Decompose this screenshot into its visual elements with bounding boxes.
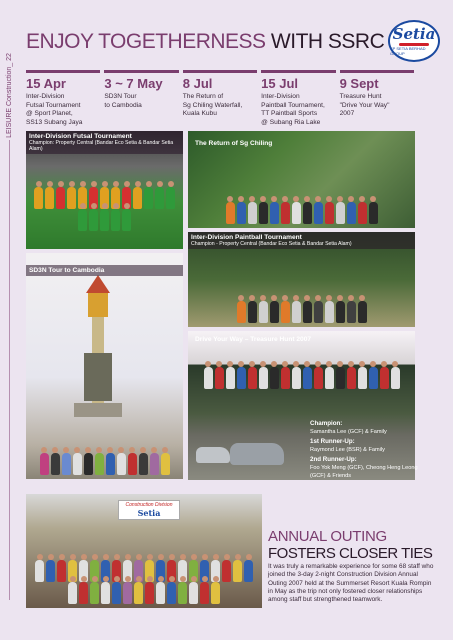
photo-person — [95, 453, 104, 475]
photo-person — [347, 202, 356, 224]
photo-person — [347, 301, 356, 323]
photo-person — [358, 367, 367, 389]
photo-person — [303, 202, 312, 224]
car-icon — [196, 447, 230, 463]
photo-person — [233, 560, 242, 582]
photo-person — [314, 367, 323, 389]
title-dark: WITH SSRC — [270, 30, 385, 53]
photo-person — [134, 582, 143, 604]
event-item: 15 Jul Inter-Division Paintball Tournament, TT Paintball Sports @ Subang Ria Lake — [261, 70, 339, 127]
event-item: 9 Sept Treasure Hunt "Drive Your Way" 2007 — [340, 70, 418, 127]
photo-person — [325, 301, 334, 323]
monument-crown — [88, 293, 108, 317]
side-section-label: LEISURE Construction_ 22 — [5, 52, 13, 138]
photo-caption: Inter-Division Paintball Tournament Champion - Property Central (Bandar Eco Setia & Bandar Setia Alam) — [188, 232, 415, 249]
paintball-photo — [188, 232, 415, 327]
photo-person — [178, 582, 187, 604]
photo-person — [325, 367, 334, 389]
outing-banner: Construction Division Setia — [118, 500, 180, 520]
photo-person — [128, 453, 137, 475]
photo-person — [67, 187, 76, 209]
side-divider — [9, 140, 10, 600]
photo-caption: Inter-Division Futsal Tournament Champion: Property Central (Bandar Eco Setia & Bandar Setia Alam) — [26, 131, 183, 154]
photo-person — [292, 301, 301, 323]
photo-person — [292, 367, 301, 389]
photo-person — [34, 187, 43, 209]
photo-person — [144, 187, 153, 209]
photo-person — [56, 187, 65, 209]
photo-person — [57, 560, 66, 582]
photo-person — [369, 367, 378, 389]
photo-person — [226, 202, 235, 224]
photo-person — [380, 367, 389, 389]
photo-person — [133, 187, 142, 209]
photo-person — [248, 367, 257, 389]
photo-person — [139, 453, 148, 475]
photo-person — [40, 453, 49, 475]
photo-person — [122, 209, 131, 231]
photo-person — [155, 187, 164, 209]
futsal-photo — [26, 131, 183, 249]
monument-icon — [26, 253, 183, 479]
photo-person — [45, 187, 54, 209]
event-item: 3 ~ 7 May SD3N Tour to Cambodia — [104, 70, 182, 127]
car-icon — [230, 443, 284, 465]
photo-person — [303, 367, 312, 389]
photo-person — [101, 582, 110, 604]
photo-person — [226, 367, 235, 389]
photo-person — [100, 209, 109, 231]
photo-person — [166, 187, 175, 209]
photo-person — [123, 582, 132, 604]
treasure-hunt-winners: Champion: Samantha Lee (GCF) & Family 1st Runner-Up: Raymond Lee (BSR) & Family 2nd Runner-Up: Foo Yok Meng (GCF), Cheong Heng Leong (GCF) & Friends — [310, 420, 418, 479]
photo-person — [78, 209, 87, 231]
event-item: 15 Apr Inter-Division Futsal Tournament @ Sport Planet, SS13 Subang Jaya — [26, 70, 104, 127]
photo-person — [111, 209, 120, 231]
photo-person — [150, 453, 159, 475]
annual-outing-photo — [26, 494, 262, 608]
photo-person — [68, 582, 77, 604]
photo-person — [259, 202, 268, 224]
photo-caption: Drive Your Way – Treasure Hunt 2007 — [195, 336, 312, 343]
photo-person — [358, 301, 367, 323]
photo-person — [215, 367, 224, 389]
photo-person — [259, 367, 268, 389]
photo-person — [281, 301, 290, 323]
photo-person — [222, 560, 231, 582]
photo-person — [35, 560, 44, 582]
photo-person — [117, 453, 126, 475]
photo-person — [89, 209, 98, 231]
photo-person — [161, 453, 170, 475]
title-colored: ENJOY TOGETHERNESS — [26, 30, 266, 53]
photo-person — [51, 453, 60, 475]
photo-person — [325, 202, 334, 224]
photo-person — [90, 582, 99, 604]
photo-person — [391, 367, 400, 389]
photo-person — [189, 582, 198, 604]
photo-person — [369, 202, 378, 224]
photo-person — [281, 202, 290, 224]
monument-roof — [86, 275, 110, 293]
photo-person — [270, 202, 279, 224]
chiling-photo — [188, 131, 415, 228]
photo-person — [200, 582, 209, 604]
photo-person — [46, 560, 55, 582]
photo-person — [259, 301, 268, 323]
photo-person — [237, 301, 246, 323]
photo-person — [112, 582, 121, 604]
photo-person — [156, 582, 165, 604]
photo-person — [314, 202, 323, 224]
article-body: It was truly a remarkable experience for some 68 staff who joined the 3-day 2-night Construction Division Annual Outing 2007 held at the Summerset Resort Kuala Rompin in May as the trip not only fostered closer relationships among staff but strengthened teamwork. — [268, 563, 434, 604]
cambodia-photo — [26, 253, 183, 479]
photo-person — [248, 202, 257, 224]
photo-person — [211, 582, 220, 604]
article-title: ANNUAL OUTING FOSTERS CLOSER TIES — [268, 528, 433, 562]
page-header — [26, 30, 386, 70]
photo-person — [79, 582, 88, 604]
event-item: 8 Jul The Return of Sg Chiling Waterfall, Kuala Kubu — [183, 70, 261, 127]
photo-person — [336, 367, 345, 389]
photo-person — [204, 367, 213, 389]
photo-person — [145, 582, 154, 604]
photo-person — [106, 453, 115, 475]
photo-person — [358, 202, 367, 224]
photo-person — [314, 301, 323, 323]
photo-person — [303, 301, 312, 323]
photo-person — [84, 453, 93, 475]
photo-person — [347, 367, 356, 389]
photo-person — [167, 582, 176, 604]
page-title — [26, 30, 386, 54]
event-timeline — [26, 70, 418, 127]
photo-person — [292, 202, 301, 224]
photo-person — [281, 367, 290, 389]
setia-logo: Setia SP SETIA BERHAD GROUP — [388, 20, 440, 62]
photo-person — [237, 367, 246, 389]
photo-person — [62, 453, 71, 475]
side-margin — [0, 0, 18, 640]
photo-caption: SD3N Tour to Cambodia — [26, 265, 183, 276]
photo-person — [237, 202, 246, 224]
photo-person — [270, 367, 279, 389]
photo-person — [336, 301, 345, 323]
photo-person — [336, 202, 345, 224]
photo-person — [270, 301, 279, 323]
photo-caption: The Return of Sg Chiling — [195, 140, 273, 147]
photo-person — [248, 301, 257, 323]
photo-person — [244, 560, 253, 582]
photo-person — [73, 453, 82, 475]
monument-statue — [84, 353, 112, 401]
monument-base — [74, 403, 122, 417]
